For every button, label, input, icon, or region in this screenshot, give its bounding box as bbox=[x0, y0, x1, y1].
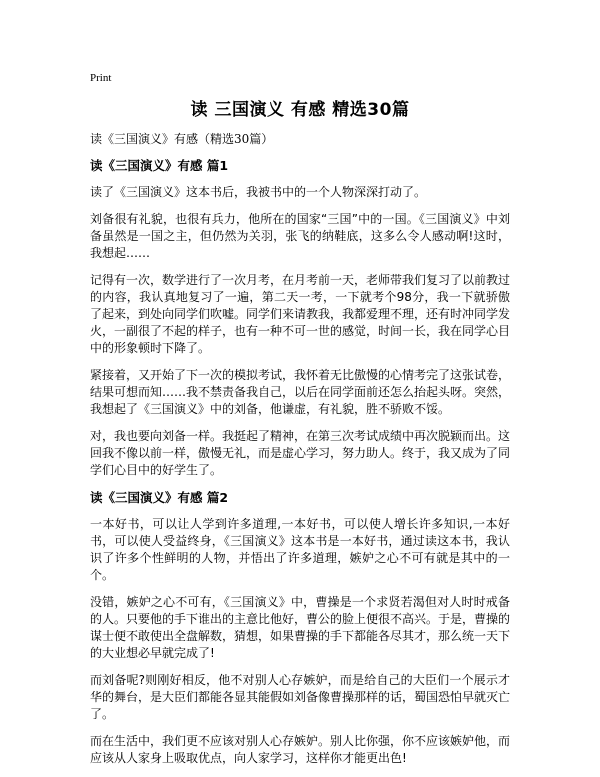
document-body bbox=[90, 157, 510, 777]
section-heading: 读《三国演义》有感 篇2 bbox=[90, 490, 229, 505]
paragraph: 记得有一次，数学进行了一次月考，在月考前一天，老师带我们复习了以前教过的内容，我认真地复习了一遍，第二天一考，一下就考个98分，我一下就骄傲了起来，到处向同学们吹嘘。同学们来请教我，我都爱理不理，还有时冲同学发火，一副很了不起的样子，也有一种不可一世的感觉，时间一长，我在同学心目中的形象顿时下降了。 bbox=[90, 273, 511, 355]
paragraph: 一本好书，可以让人学到许多道理,一本好书，可以使人增长许多知识,一本好书，可以使人受益终身，《三国演义》这本书是一本好书，通过读这本书，我认识了许多个性鲜明的人物，并悟出了许多道理，嫉妒之心不可有就是其中的一个。 bbox=[90, 517, 510, 582]
paragraph: 而在生活中，我们更不应该对别人心存嫉妒。别人比你强，你不应该嫉妒他，而应该从人家身上吸取优点，向人家学习，这样你才能更出色! bbox=[90, 734, 511, 765]
paragraph: 没错，嫉妒之心不可有，《三国演义》中，曹操是一个求贤若渴但对人时时戒备的人。只要他的手下谁出的主意比他好，曹公的脸上便很不高兴。于是，曹操的谋士便不敢使出全盘解数，猜想，如果曹操的手下都能各尽其才，那么统一天下的大业想必早就完成了! bbox=[90, 595, 511, 660]
section-2 bbox=[90, 489, 510, 767]
paragraph: 而刘备呢?则刚好相反，他不对别人心存嫉妒，而是给自己的大臣们一个展示才华的舞台，是大臣们都能各显其能假如刘备像曹操那样的话，蜀国恐怕早就灭亡了。 bbox=[90, 673, 511, 721]
paragraph: 刘备很有礼貌，也很有兵力，他所在的国家“三国”中的一国。《三国演义》中刘备虽然是一国之主，但仍然为关羽，张飞的纳鞋底，这多么令人感动啊!这时，我想起…… bbox=[90, 212, 510, 260]
document-subtitle: 读《三国演义》有感（精选30篇） bbox=[90, 132, 274, 146]
paragraph: 读了《三国演义》这本书后，我被书中的一个人物深深打动了。 bbox=[90, 185, 427, 199]
section-heading: 读《三国演义》有感 篇1 bbox=[90, 158, 229, 173]
paragraph: 对，我也要向刘备一样。我挺起了精神，在第三次考试成绩中再次脱颖而出。这回我不像以前一样，傲慢无礼，而是虚心学习，努力助人。终于，我又成为了同学们心目中的好学生了。 bbox=[90, 429, 511, 477]
section-1 bbox=[90, 157, 510, 479]
document-title: 读 三国演义 有感 精选30篇 bbox=[190, 100, 410, 120]
print-label[interactable]: Print bbox=[90, 72, 112, 84]
paragraph: 紧接着，又开始了下一次的模拟考试，我怀着无比傲慢的心情考完了这张试卷，结果可想而知……我不禁责备我自己，以后在同学面前还怎么抬起头呀。突然，我想起了《三国演义》中的刘备，他谦虚，有礼貌，胜不骄败不馁。 bbox=[90, 368, 511, 416]
